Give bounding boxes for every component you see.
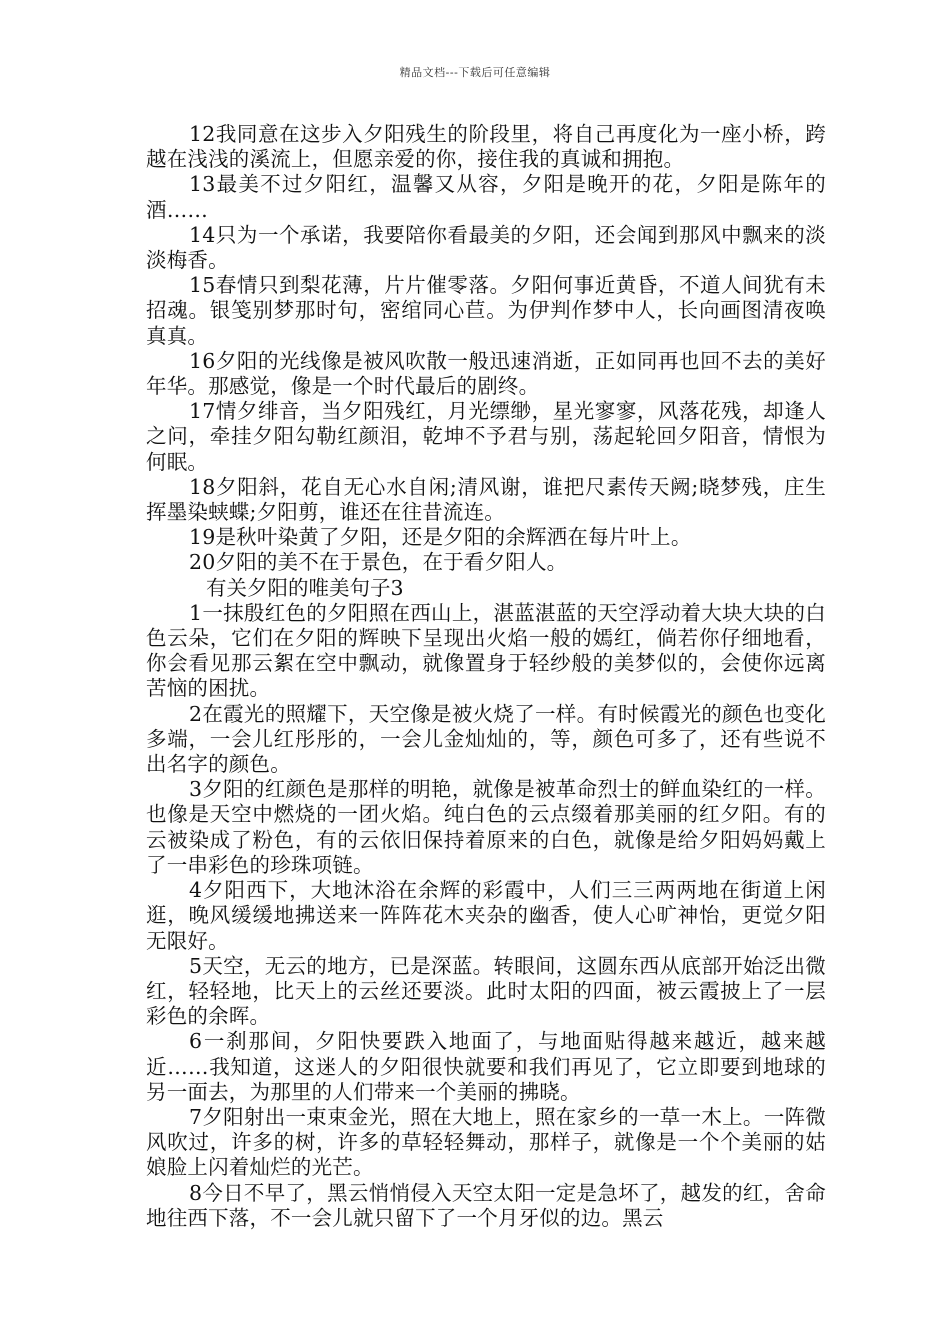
paragraph-17: 17情夕绯音，当夕阳残红，月光缥缈，星光寥寥，风落花残，却逢人之问，牵挂夕阳勾勒红颜泪，乾坤不予君与别，荡起轮回夕阳音，情恨为何眠。 (146, 399, 826, 474)
paragraph-4: 4夕阳西下，大地沐浴在余辉的彩霞中，人们三三两两地在街道上闲逛，晚风缓缓地拂送来一阵阵花木夹杂的幽香，使人心旷神怡，更觉夕阳无限好。 (146, 878, 826, 953)
paragraph-7: 7夕阳射出一束束金光，照在大地上，照在家乡的一草一木上。一阵微风吹过，许多的树，许多的草轻轻舞动，那样子，就像是一个个美丽的姑娘脸上闪着灿烂的光芒。 (146, 1104, 826, 1180)
header-note: 精品文档---下载后可任意编辑 (399, 66, 551, 79)
paragraph-19: 19是秋叶染黄了夕阳，还是夕阳的余辉洒在每片叶上。 (189, 525, 692, 550)
paragraph-3: 3夕阳的红颜色是那样的明艳，就像是被革命烈士的鲜血染红的一样。也像是天空中燃烧的一团火焰。纯白色的云点缀着那美丽的红夕阳。有的云被染成了粉色，有的云依旧保持着原来的白色，就像是给夕阳妈妈戴上了一串彩色的珍珠项链。 (146, 777, 826, 877)
paragraph-13: 13最美不过夕阳红，温馨又从容，夕阳是晚开的花，夕阳是陈年的酒…… (146, 172, 826, 222)
paragraph-6: 6一刹那间，夕阳快要跌入地面了，与地面贴得越来越近，越来越近……我知道，这迷人的夕阳很快就要和我们再见了，它立即要到地球的另一面去，为那里的人们带来一个美丽的拂晓。 (146, 1029, 826, 1104)
paragraph-1: 1一抹殷红色的夕阳照在西山上，湛蓝湛蓝的天空浮动着大块大块的白色云朵，它们在夕阳的辉映下呈现出火焰一般的嫣红，倘若你仔细地看，你会看见那云絮在空中飘动，就像置身于轻纱般的美梦似的，会使你远离苦恼的困扰。 (146, 600, 826, 701)
paragraph-18: 18夕阳斜，花自无心水自闲;清风谢，谁把尺素传天阙;晓梦残，庄生挥墨染蛱蝶;夕阳剪，谁还在往昔流连。 (146, 474, 826, 525)
paragraph-2: 2在霞光的照耀下，天空像是被火烧了一样。有时候霞光的颜色也变化多端，一会儿红彤彤的，一会儿金灿灿的，等，颜色可多了，还有些说不出名字的颜色。 (146, 701, 826, 777)
paragraph-8: 8今日不早了，黑云悄悄侵入天空太阳一定是急坏了，越发的红，舍命地往西下落，不一会儿就只留下了一个月牙似的边。黑云 (146, 1180, 826, 1230)
paragraph-5: 5天空，无云的地方，已是深蓝。转眼间，这圆东西从底部开始泛出微红，轻轻地，比天上的云丝还要淡。此时太阳的四面，被云霞披上了一层彩色的余晖。 (146, 953, 826, 1029)
paragraph-16: 16夕阳的光线像是被风吹散一般迅速消逝，正如同再也回不去的美好年华。那感觉，像是一个时代最后的剧终。 (146, 348, 826, 399)
document-body (146, 122, 826, 1231)
paragraph-14: 14只为一个承诺，我要陪你看最美的夕阳，还会闻到那风中飘来的淡淡梅香。 (146, 222, 826, 273)
paragraph-15: 15春情只到梨花薄，片片催零落。夕阳何事近黄昏，不道人间犹有未招魂。银笺别梦那时句，密绾同心苣。为伊判作梦中人，长向画图清夜唤真真。 (146, 273, 826, 348)
paragraph-12: 12我同意在这步入夕阳残生的阶段里，将自己再度化为一座小桥，跨越在浅浅的溪流上，但愿亲爱的你，接住我的真诚和拥抱。 (146, 122, 826, 172)
paragraph-20: 20夕阳的美不在于景色，在于看夕阳人。 (189, 550, 568, 575)
section-heading: 有关夕阳的唯美句子3 (206, 575, 404, 600)
